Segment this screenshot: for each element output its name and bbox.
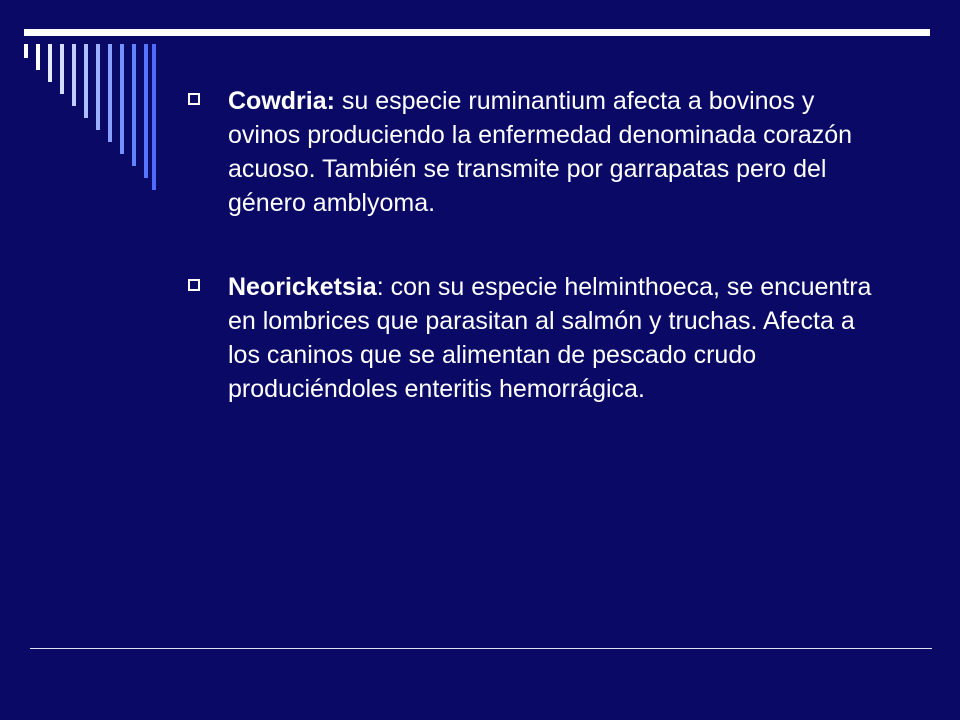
square-bullet-icon <box>188 279 200 291</box>
bullet-term: Neoricketsia <box>228 273 377 301</box>
decorative-bar <box>96 44 100 130</box>
bullet-cowdria <box>188 84 888 220</box>
decorative-bar <box>132 44 136 166</box>
decorative-bar <box>144 44 148 178</box>
bullet-neoricketsia <box>188 270 888 406</box>
slide-content <box>188 84 888 456</box>
decorative-bar <box>120 44 124 154</box>
bullet-term: Cowdria: <box>228 87 335 115</box>
decorative-bar <box>108 44 112 142</box>
decorative-bar <box>36 44 40 70</box>
top-rule <box>24 29 930 36</box>
decorative-bar <box>60 44 64 94</box>
decorative-bar <box>72 44 76 106</box>
bullet-text: : con su especie helminthoeca, se encuentra en lombrices que parasitan al salmón y truchas. Afecta a los caninos que se alimentan de pescado crudo produciéndoles enteritis hemorrágica. <box>228 273 872 403</box>
decorative-bar <box>24 44 28 58</box>
decorative-bar <box>84 44 88 118</box>
decorative-bar <box>48 44 52 82</box>
bottom-rule <box>30 648 932 649</box>
square-bullet-icon <box>188 93 200 105</box>
decorative-bars <box>24 44 164 194</box>
bullet-text: su especie ruminantium afecta a bovinos y ovinos produciendo la enfermedad denominada corazón acuoso. También se transmite por garrapatas pero del género amblyoma. <box>228 87 853 217</box>
decorative-bar <box>152 44 156 190</box>
